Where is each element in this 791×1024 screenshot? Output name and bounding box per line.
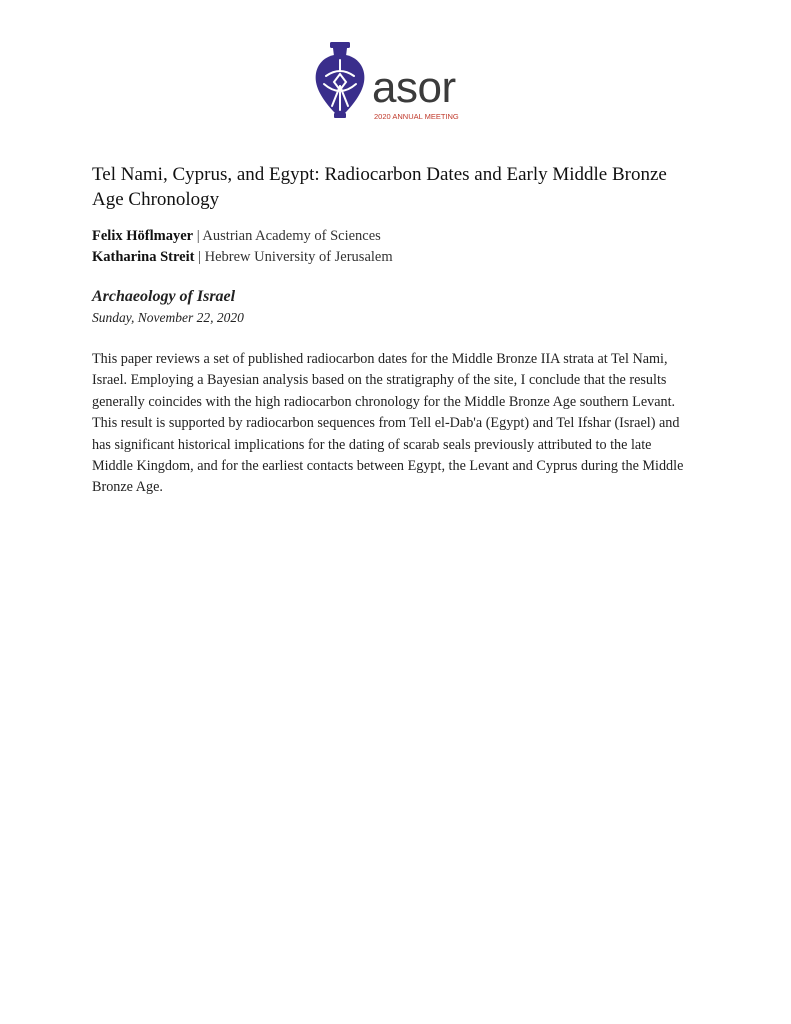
author-separator: | (196, 228, 200, 244)
author-separator: | (198, 249, 201, 265)
paper-content (92, 162, 702, 513)
author-affiliation: Hebrew University of Jerusalem (204, 249, 393, 265)
session-name: Archaeology of Israel (92, 288, 236, 305)
asor-logo (310, 40, 490, 125)
amphora-vessel-icon (310, 40, 370, 120)
session-date: Sunday, November 22, 2020 (92, 310, 244, 325)
paper-title: Tel Nami, Cyprus, and Egypt: Radiocarbon Dates and Early Middle Bronze Age Chronology (92, 164, 667, 210)
author-line (92, 226, 702, 247)
logo-tagline: 2020 ANNUAL MEETING (374, 112, 459, 121)
abstract-text: This paper reviews a set of published radiocarbon dates for the Middle Bronze IIA strata at Tel Nami, Israel. Employing a Bayesian analysis based on the stratigraphy of the site, I conclude that the results generally coincides with the high radiocarbon chronology for the Middle Bronze Age southern Levant. This result is supported by radiocarbon sequences from Tell el-Dab'a (Egypt) and Tel Ifshar (Israel) and has significant historical implications for the dating of scarab seals previously attributed to the late Middle Kingdom, and for the earliest contacts between Egypt, the Levant and Cyprus during the Middle Bronze Age. (92, 351, 684, 496)
asor-wordmark: asor (372, 63, 456, 112)
author-name: Felix Höflmayer (92, 228, 194, 244)
author-name: Katharina Streit (92, 249, 195, 265)
author-affiliation: Austrian Academy of Sciences (202, 228, 381, 244)
author-list (92, 226, 702, 268)
author-line (92, 247, 702, 268)
